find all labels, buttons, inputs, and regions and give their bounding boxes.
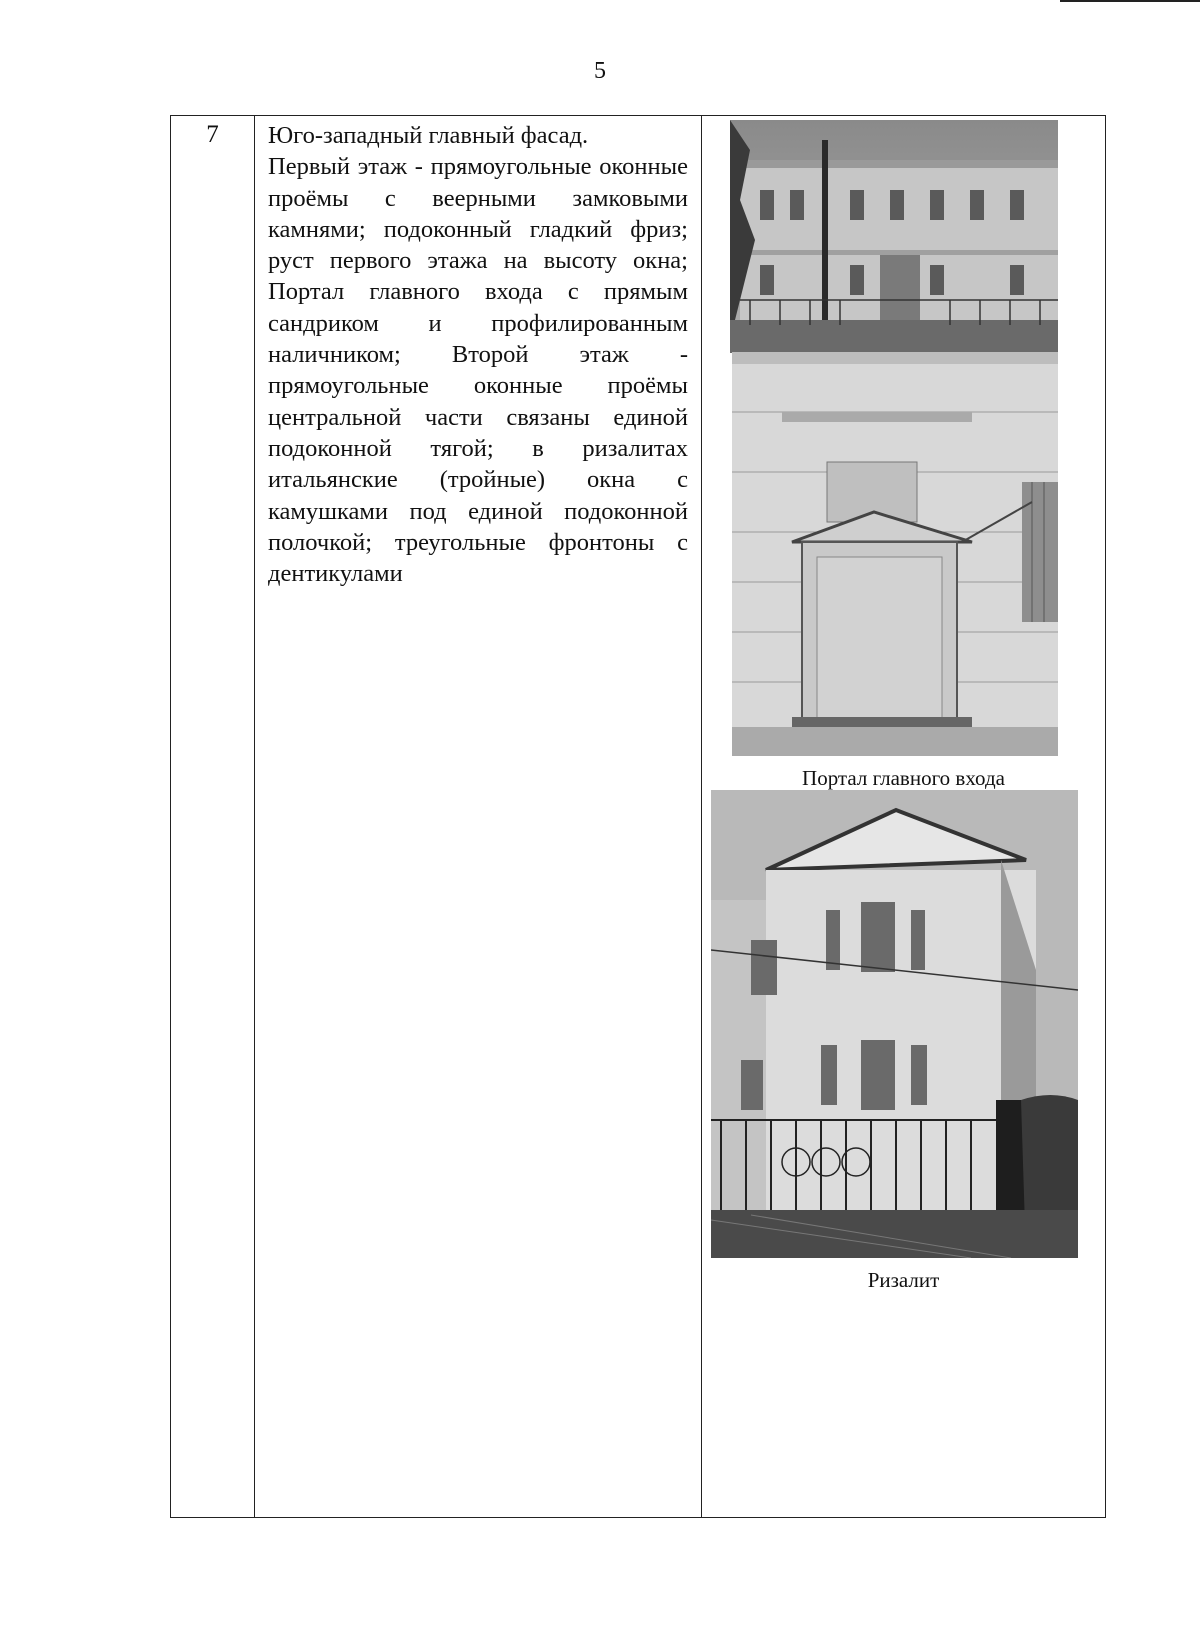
page-number: 5 [594, 58, 606, 84]
description-cell [255, 116, 702, 1518]
description-title: Юго-западный главный фасад. [268, 122, 589, 149]
facade-description [268, 120, 688, 589]
photos-cell [702, 116, 1106, 1518]
row-number-cell [171, 116, 255, 1518]
table-row [171, 116, 1106, 1518]
risalit-photo [711, 790, 1078, 1258]
facade-photo [730, 120, 1058, 353]
corner-scan-line [1060, 0, 1200, 2]
row-number: 7 [206, 121, 219, 148]
portal-photo [732, 352, 1058, 756]
object-elements-table [170, 115, 1106, 1518]
description-text: Первый этаж - прямоугольные оконные проёмы с веерными замковыми камнями; подоконный гладкий фриз; руст первого этажа на высоту окна; Портал главного входа с прямым сандриком и профилированным наличником; Второй этаж - прямоугольные оконные проёмы центральной части связаны единой подоконной тягой; в ризалитах итальянские (тройные) окна с камушками под единой подоконной полочкой; треугольные фронтоны с дентикулами [268, 153, 688, 588]
risalit-caption: Ризалит [867, 1268, 940, 1292]
portal-caption: Портал главного входа [802, 766, 1005, 790]
